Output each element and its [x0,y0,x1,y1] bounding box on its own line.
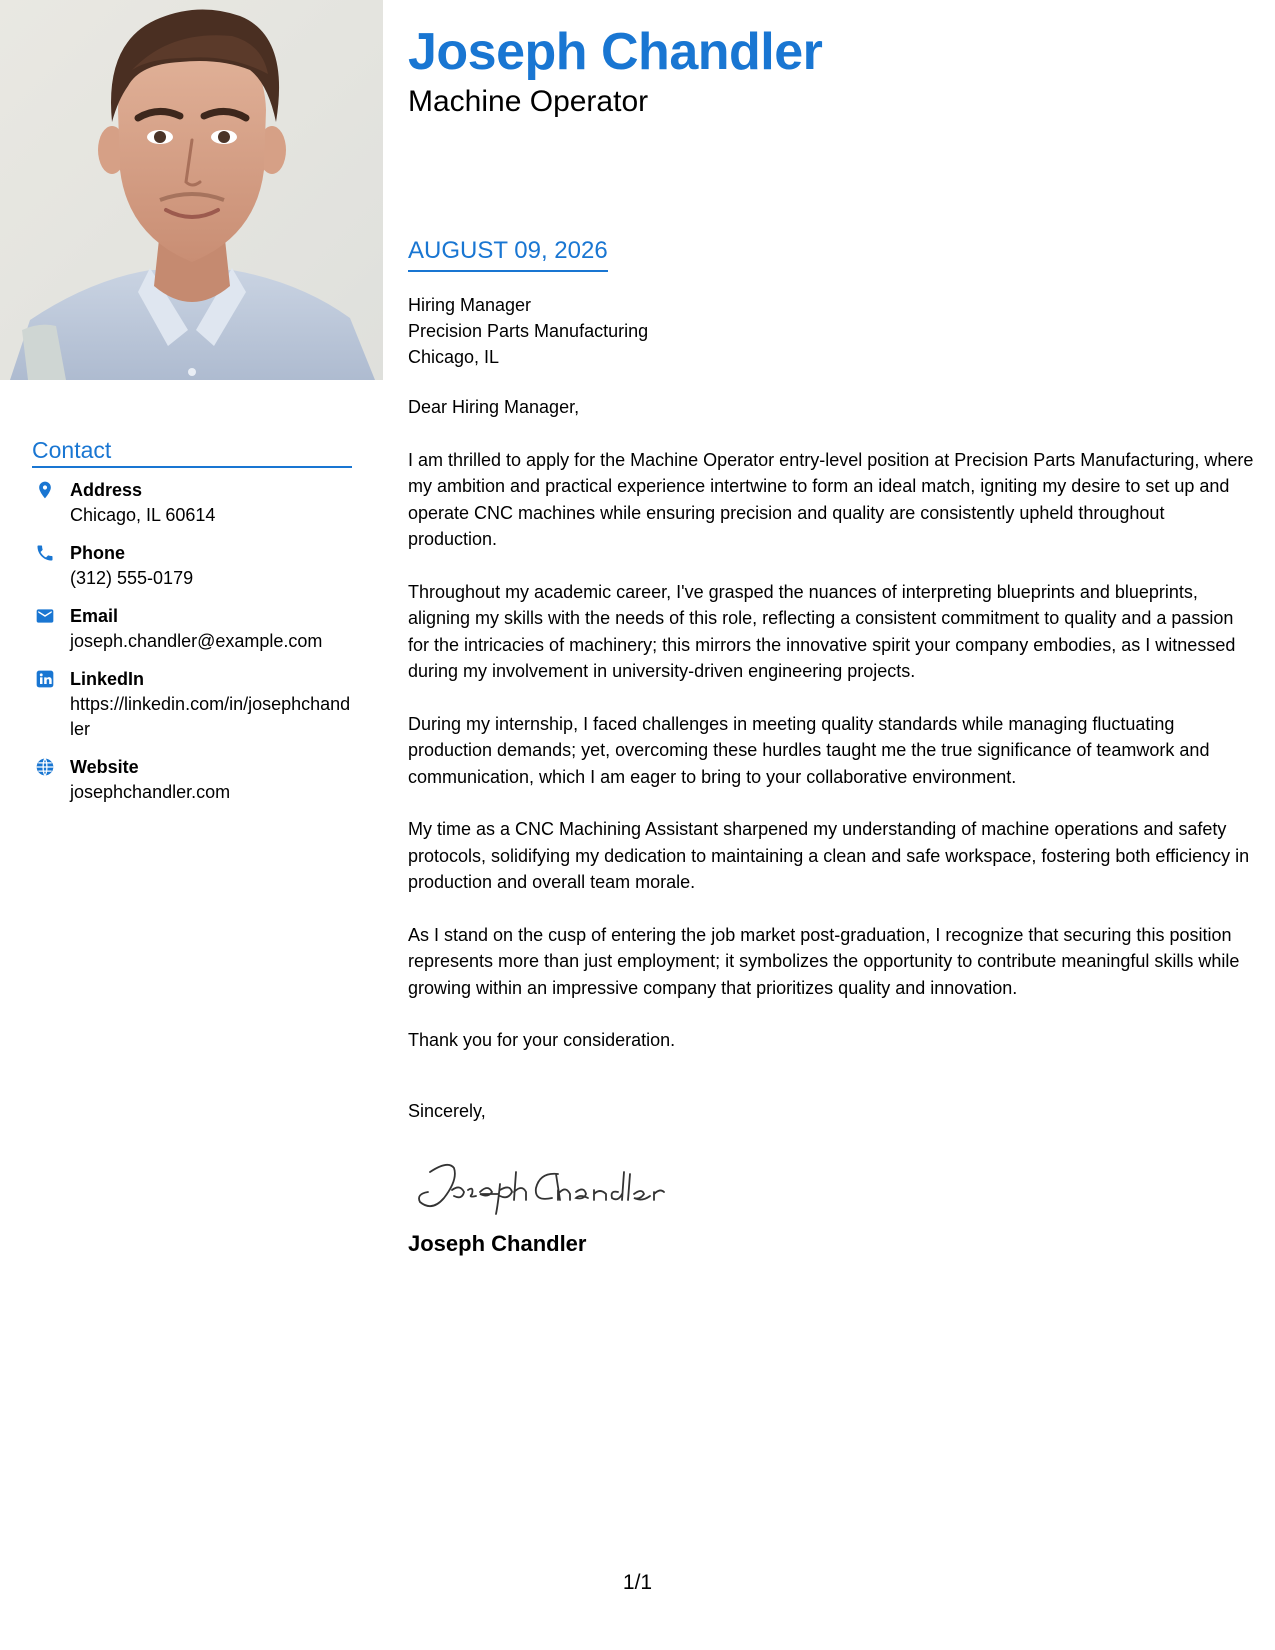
envelope-icon [35,606,55,626]
contact-list [32,478,352,805]
page-number: 1/1 [622,1571,653,1594]
body-paragraph: As I stand on the cusp of entering the job market post-graduation, I recognize that securing this position represents more than just employment; it symbolizes the opportunity to contribute meaningful skills while growing within an impressive company that prioritizes quality and innovation. [408,924,1240,998]
contact-email [32,604,352,654]
contact-label: Phone [70,543,126,563]
candidate-name: Joseph Chandler [408,23,823,81]
recipient-line: Precision Parts Manufacturing [408,321,649,341]
contact-value[interactable]: josephchandler.com [70,782,231,802]
contact-label: Email [70,606,119,626]
body-paragraph: I am thrilled to apply for the Machine Operator entry-level position at Precision Parts Manufacturing, where my ambition and practical experience intertwine to form an ideal match, igniting my desire to set up and operate CNC machines while ensuring precision and quality are consistently upheld throughout production. [408,449,1254,549]
closing: Sincerely, [408,1100,486,1121]
recipient-block [408,292,1254,370]
contact-value[interactable]: https://linkedin.com/in/josephchandler [70,694,351,739]
letter-body [408,394,1254,1054]
contact-value[interactable]: (312) 555-0179 [70,568,194,588]
candidate-title: Machine Operator [408,85,649,118]
contact-label: Address [70,480,143,500]
phone-icon [35,543,55,563]
linkedin-icon [35,669,55,689]
body-paragraph: My time as a CNC Machining Assistant sharpened my understanding of machine operations and safety protocols, solidifying my dedication to maintaining a clean and safe workspace, fostering both efficiency in production and overall team morale. [408,819,1250,892]
contact-linkedin [32,667,352,742]
globe-icon [35,757,55,777]
contact-website [32,755,352,805]
contact-value[interactable]: joseph.chandler@example.com [70,631,323,651]
contact-phone [32,541,352,591]
handwritten-signature [408,1154,668,1218]
contact-label: Website [70,757,139,777]
contact-value: Chicago, IL 60614 [70,505,216,525]
contact-label: LinkedIn [70,669,145,689]
salutation: Dear Hiring Manager, [408,397,580,417]
letter-date: AUGUST 09, 2026 [408,236,608,272]
thank-you-line: Thank you for your consideration. [408,1030,676,1050]
recipient-line: Chicago, IL [408,347,500,367]
contact-section [32,436,352,818]
body-paragraph: During my internship, I faced challenges in meeting quality standards while managing fluctuating production demands; yet, overcoming these hurdles taught me the true significance of teamwork and communication, which I am eager to bring to your collaborative environment. [408,713,1210,787]
contact-heading: Contact [32,436,352,468]
recipient-line: Hiring Manager [408,295,532,315]
contact-address [32,478,352,528]
body-paragraph: Throughout my academic career, I've grasped the nuances of interpreting blueprints and blueprints, aligning my skills with the needs of this role, reflecting a consistent commitment to quality and a passion for the intricacies of machinery; this mirrors the innovative spirit your company embodies, as I witnessed during my involvement in university-driven engineering projects. [408,581,1236,681]
profile-photo [0,0,383,380]
map-pin-icon [35,480,55,500]
letter-main [408,20,1254,1258]
signer-name: Joseph Chandler [408,1230,587,1256]
